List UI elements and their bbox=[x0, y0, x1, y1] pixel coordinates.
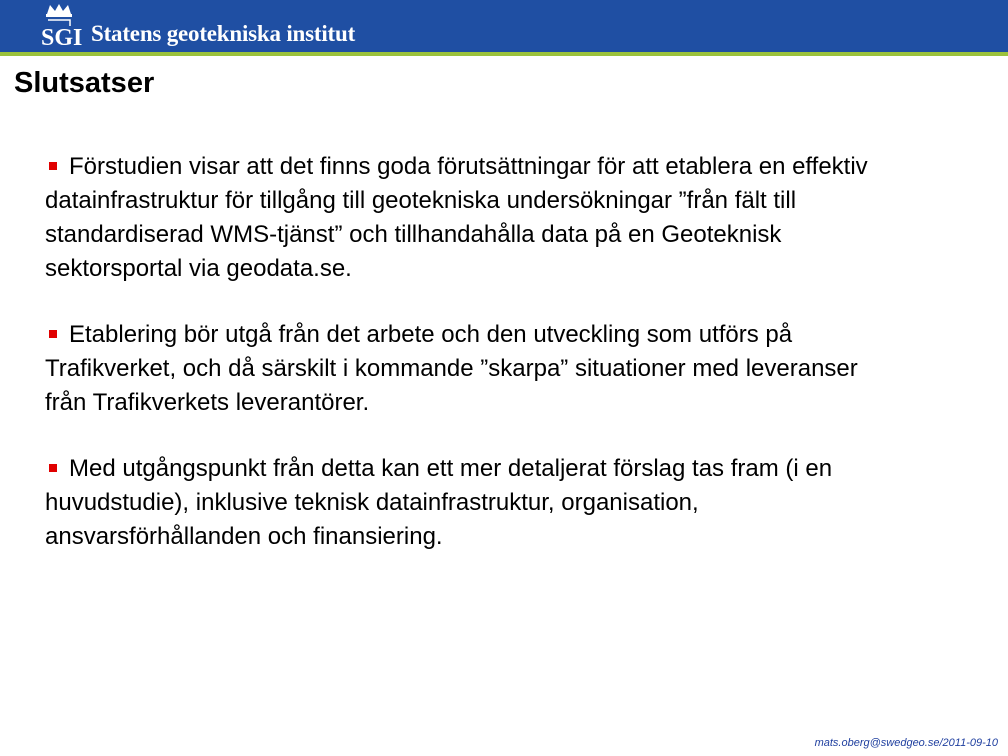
bullet-text: Med utgångspunkt från detta kan ett mer detaljerat förslag tas fram (i en huvudstudie), inklusive teknisk datainfrastruktur, organisation, ansvarsförhållanden och finansiering. bbox=[45, 455, 833, 550]
institute-name: Statens geotekniska institut bbox=[91, 21, 356, 46]
header-stripe bbox=[0, 52, 1008, 56]
logo-lettering: SGI bbox=[41, 25, 83, 50]
crown-icon bbox=[46, 4, 72, 17]
bullet-item bbox=[45, 150, 905, 286]
header-bar bbox=[0, 0, 1008, 52]
square-bullet-icon bbox=[49, 330, 57, 338]
bullet-item bbox=[45, 452, 905, 554]
sgi-logo bbox=[38, 2, 94, 50]
square-bullet-icon bbox=[49, 162, 57, 170]
square-bullet-icon bbox=[49, 464, 57, 472]
footer-contact: mats.oberg@swedgeo.se/2011-09-10 bbox=[814, 737, 998, 749]
bullet-item bbox=[45, 318, 905, 420]
bullet-text: Etablering bör utgå från det arbete och den utveckling som utförs på Trafikverket, och då särskilt i kommande ”skarpa” situationer med leveranser från Trafikverkets leverantörer. bbox=[45, 321, 858, 416]
bullet-text: Förstudien visar att det finns goda förutsättningar för att etablera en effektiv datainfrastruktur för tillgång till geotekniska undersökningar ”från fält till standardiserad WMS-tjänst” och tillhandahålla data på en Geoteknisk sektorsportal via geodata.se. bbox=[45, 153, 868, 282]
slide-title: Slutsatser bbox=[14, 67, 155, 99]
bullet-list bbox=[45, 150, 905, 586]
